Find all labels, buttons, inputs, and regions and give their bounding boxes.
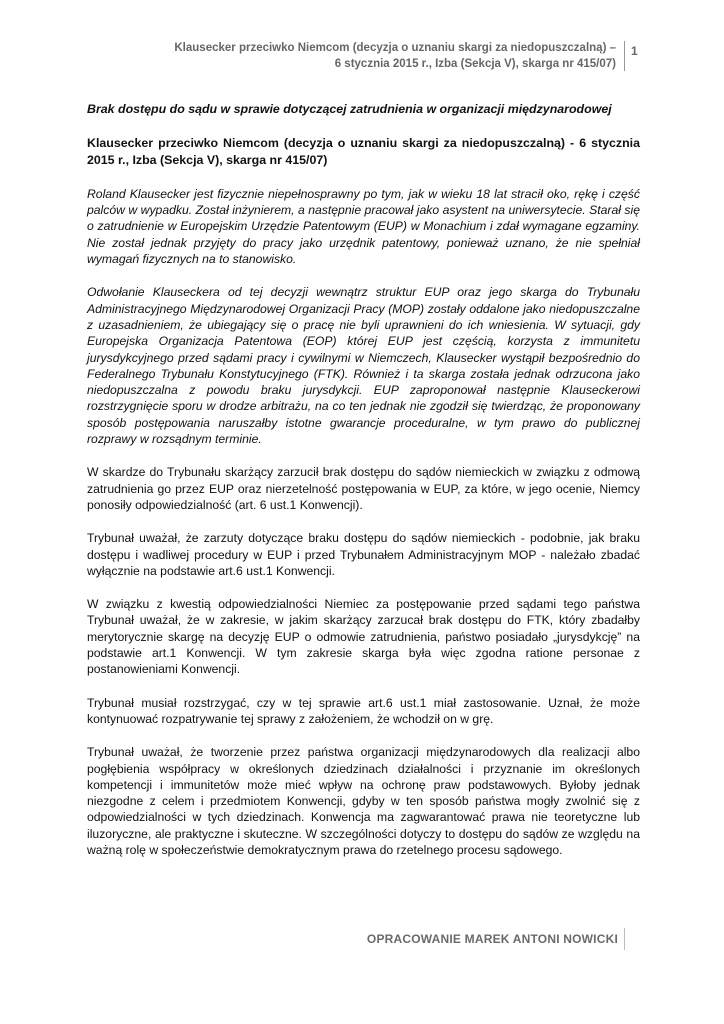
header-line-2: 6 stycznia 2015 r., Izba (Sekcja V), skarga nr 415/07) xyxy=(334,58,616,70)
paragraph-international-organizations: Trybunał uważał, że tworzenie przez państwa organizacji międzynarodowych dla realizacji albo pogłębienia współpracy w określonych dziedzinach działalności i przyznanie im określonych kompetencji i immunitetów może mieć wpływ na ochronę praw podstawowych. Byłoby jednak niezgodne z celem i przedmiotem Konwencji, gdyby w ten sposób państwa mogły zwolnić się z odpowiedzialności w tych dziedzinach. Konwencja ma zagwarantować prawa nie teoretyczne lub iluzoryczne, ale praktyczne i skuteczne. W szczególności dotyczy to dostępu do sądów ze względu na ważną rolę w społeczeństwie demokratycznym prawa do rzetelnego procesu sądowego. xyxy=(87,745,640,857)
paragraph-facts: Roland Klausecker jest fizycznie niepełnosprawny po tym, jak w wieku 18 lat stracił oko, rękę i część palców w wypadku. Został inżynierem, a następnie pracował jako asystent na uniwersytecie. Starał się o zatrudnienie w Europejskim Urzędzie Patentowym (EUP) w Monachium i zdał wymagane egzaminy. Nie został jednak przyjęty do pracy jako urzędnik patentowy, ponieważ uznano, że nie spełniał wymagań fizycznych na to stanowisko. xyxy=(87,186,640,267)
document-body xyxy=(87,101,640,858)
footer-divider xyxy=(624,928,625,950)
case-title: Klausecker przeciwko Niemcom (decyzja o uznaniu skargi za niedopuszczalną) - 6 stycznia 2015 r., Izba (Sekcja V), skarga nr 415/07) xyxy=(87,136,640,167)
section-heading: Brak dostępu do sądu w sprawie dotyczącej zatrudnienia w organizacji międzynarodowej xyxy=(87,102,612,116)
footer-author: OPRACOWANIE MAREK ANTONI NOWICKI xyxy=(366,932,618,946)
paragraph-proceedings: Odwołanie Klauseckera od tej decyzji wewnątrz struktur EUP oraz jego skarga do Trybunału Administracyjnego Międzynarodowej Organizacji Pracy (MOP) zostały oddalone jako niedopuszczalne z uzasadnieniem, że ubiegający się o pracę nie byli uprawnieni do ich wniesienia. W sytuacji, gdy Europejska Organizacja Patentowa (EOP) której EUP jest częścią, korzysta z immunitetu jurysdykcyjnego przed sądami pracy i cywilnymi w Niemczech, Klausecker wystąpił bezpośrednio do Federalnego Trybunału Konstytucyjnego (FTK). Również i ta skarga została jednak odrzucona jako niedopuszczalna z powodu braku jurysdykcji. EUP zaproponował następnie Klauseckerowi rozstrzygnięcie sporu w drodze arbitrażu, na co ten jednak nie zgodził się twierdząc, że proponowany sposób postępowania naruszałby istotne gwarancje proceduralne, w tym prawo do publicznej rozprawy w rozsądnym terminie. xyxy=(87,285,640,447)
header-line-1: Klausecker przeciwko Niemcom (decyzja o uznaniu skargi za niedopuszczalną) – xyxy=(174,42,616,54)
paragraph-scope: Trybunał uważał, że zarzuty dotyczące braku dostępu do sądów niemieckich - podobnie, jak braku dostępu i wadliwej procedury w EUP i przed Trybunałem Administracyjnym MOP - należało zbadać wyłącznie na podstawie art.6 ust.1 Konwencji. xyxy=(87,531,640,578)
header-divider xyxy=(624,41,625,71)
paragraph-jurisdiction: W związku z kwestią odpowiedzialności Niemiec za postępowanie przed sądami tego państwa Trybunał uważał, że w zakresie, w jakim skarżący zarzucał brak dostępu do FTK, który zbadałby merytorycznie skargę na decyzję EUP o odmowie zatrudnienia, państwo posiadało „jurysdykcję” na podstawie art.1 Konwencji. W tym zakresie skarga była więc zgodna ratione personae z postanowieniami Konwencji. xyxy=(87,597,640,677)
page-number: 1 xyxy=(631,44,638,58)
paragraph-complaint: W skardze do Trybunału skarżący zarzucił brak dostępu do sądów niemieckich w związku z odmową zatrudnienia go przez EUP oraz nierzetelność postępowania w EUP, za które, w jego ocenie, Niemcy ponosiły odpowiedzialność (art. 6 ust.1 Konwencji). xyxy=(87,465,640,512)
running-header xyxy=(80,40,616,72)
paragraph-applicability: Trybunał musiał rozstrzygać, czy w tej sprawie art.6 ust.1 miał zastosowanie. Uznał, że może kontynuować rozpatrywanie tej sprawy z założeniem, że wchodził on w grę. xyxy=(87,695,640,726)
